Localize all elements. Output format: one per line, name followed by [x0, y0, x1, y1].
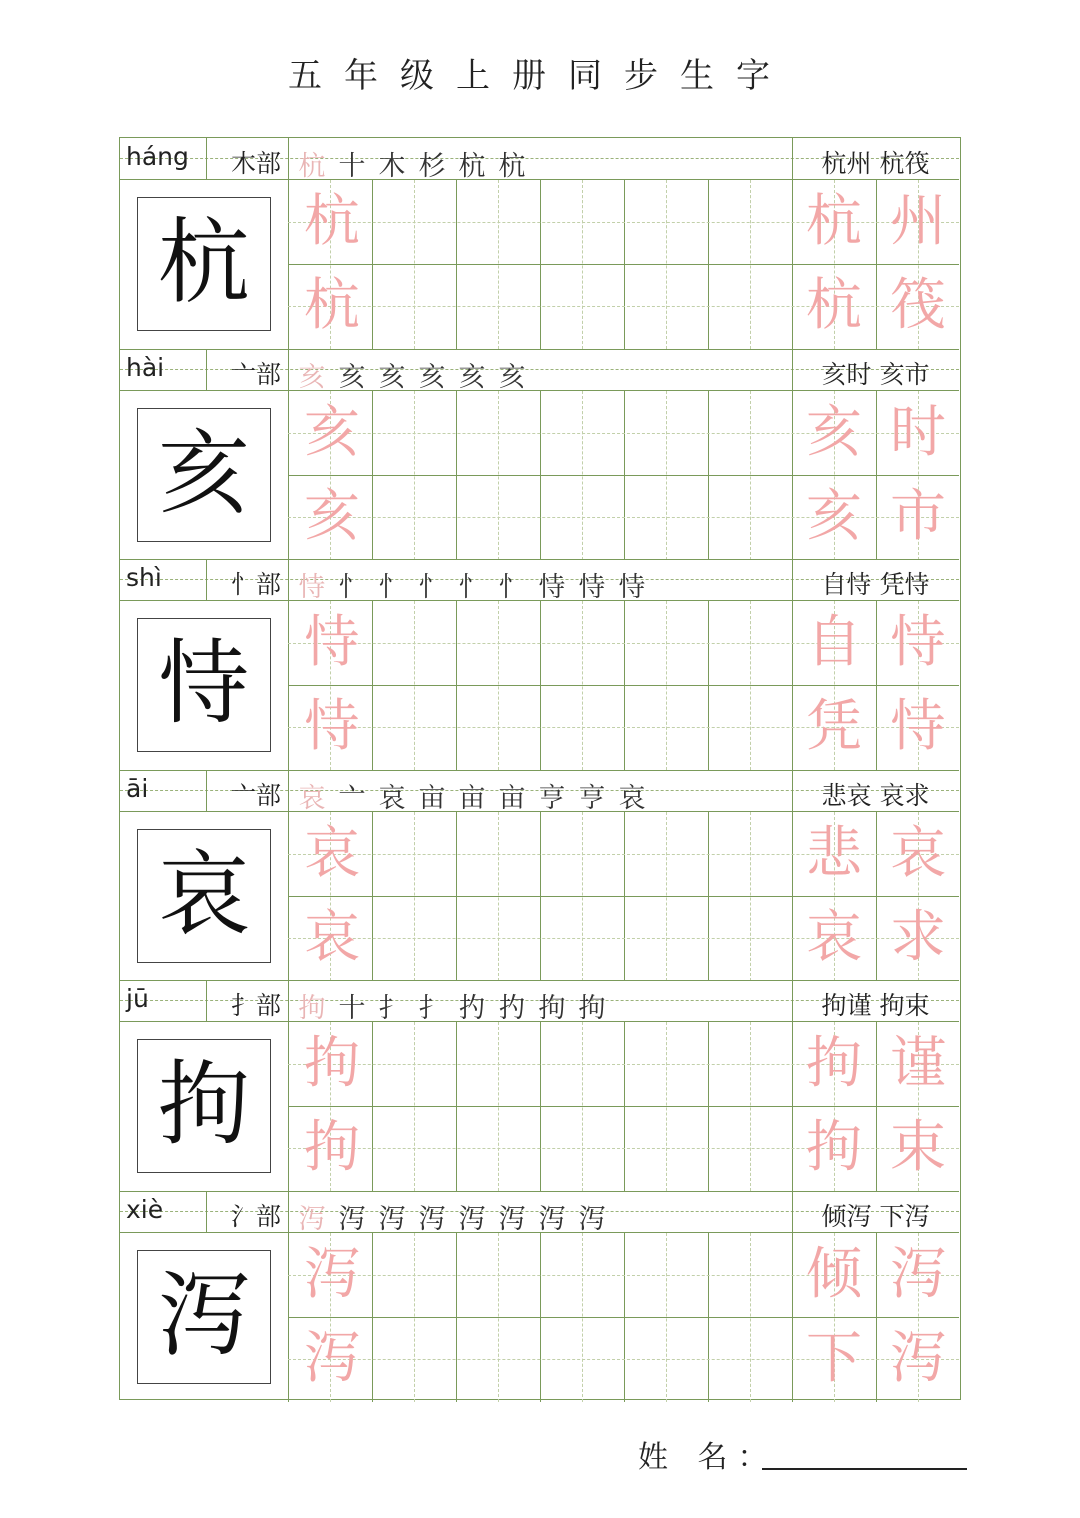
writing-cell[interactable]: [708, 1233, 792, 1317]
stroke-step: 泻: [538, 1203, 566, 1235]
unit-separator: [120, 559, 959, 560]
vocabulary-words: 杭州 杭筏: [821, 149, 930, 178]
stroke-step: 恃: [538, 572, 566, 603]
radical-label: 扌部: [230, 991, 281, 1020]
unit-header-row: [120, 559, 959, 601]
writing-cell[interactable]: [624, 1233, 708, 1317]
pinyin-label: jū: [126, 984, 149, 1013]
stroke-step: 拘: [578, 993, 606, 1024]
writing-cell[interactable]: [372, 475, 456, 559]
writing-cell[interactable]: [624, 1022, 708, 1106]
writing-cell[interactable]: [708, 475, 792, 559]
stroke-step: 泻: [298, 1203, 326, 1235]
name-label: 姓 名：: [638, 1440, 778, 1475]
word-trace-character: 拘: [806, 1031, 862, 1096]
writing-cell[interactable]: [624, 896, 708, 980]
word-trace-character: 亥: [806, 483, 862, 549]
writing-cell[interactable]: [624, 1106, 708, 1190]
writing-cell[interactable]: [708, 685, 792, 769]
stroke-order: [292, 776, 792, 815]
writing-cell[interactable]: [540, 391, 624, 475]
unit-header-row: [120, 349, 959, 391]
writing-cell[interactable]: [456, 1317, 540, 1401]
character-unit: [120, 980, 959, 1191]
name-input-line[interactable]: [762, 1468, 967, 1470]
word-trace-character: 杭: [806, 273, 862, 338]
writing-cell[interactable]: [708, 391, 792, 475]
writing-cell[interactable]: [540, 812, 624, 896]
stroke-step: 亥: [378, 361, 406, 393]
writing-cell[interactable]: [540, 685, 624, 769]
stroke-step: 拘: [298, 993, 326, 1024]
writing-cell[interactable]: [708, 601, 792, 685]
trace-character: 哀: [304, 820, 360, 886]
writing-cell[interactable]: [708, 812, 792, 896]
word-trace-character: 州: [890, 189, 946, 254]
writing-cell[interactable]: [708, 264, 792, 348]
pinyin-label: hài: [126, 352, 165, 382]
radical-label: 亠部: [230, 359, 281, 389]
stroke-step: 亨: [578, 782, 606, 814]
header-divider: [206, 980, 207, 1021]
unit-body: [120, 391, 959, 560]
stroke-step: 杉: [418, 151, 446, 182]
unit-body: [120, 601, 959, 770]
writing-cell[interactable]: [372, 812, 456, 896]
header-divider: [206, 138, 207, 179]
stroke-step: 亥: [498, 361, 526, 393]
trace-character: 拘: [304, 1031, 360, 1096]
writing-cell[interactable]: [624, 391, 708, 475]
model-character: 拘: [137, 1039, 271, 1173]
stroke-order: [292, 986, 792, 1025]
model-character: 杭: [137, 197, 271, 331]
writing-cell[interactable]: [624, 475, 708, 559]
trace-character: 恃: [304, 610, 360, 675]
stroke-step: 十: [338, 151, 366, 182]
model-character: 恃: [137, 618, 271, 752]
writing-cell[interactable]: [624, 1317, 708, 1401]
trace-character: 亥: [304, 483, 360, 549]
stroke-step: 杭: [298, 151, 326, 182]
writing-cell[interactable]: [540, 180, 624, 264]
stroke-step: 泻: [378, 1203, 406, 1235]
character-unit: [120, 770, 959, 981]
stroke-step: 扌: [418, 993, 446, 1024]
stroke-step: 拘: [538, 993, 566, 1024]
header-divider: [206, 770, 207, 811]
word-trace-character: 泻: [890, 1241, 946, 1307]
stroke-step: 木: [378, 151, 406, 182]
stroke-step: 亠: [338, 782, 366, 814]
stroke-step: 亩: [498, 782, 526, 814]
writing-cell[interactable]: [708, 1317, 792, 1401]
writing-cell[interactable]: [540, 1317, 624, 1401]
stroke-step: 亩: [458, 782, 486, 814]
writing-cell[interactable]: [708, 1106, 792, 1190]
writing-cell[interactable]: [372, 1317, 456, 1401]
stroke-order: [292, 144, 792, 183]
vocabulary-words: 悲哀 哀求: [821, 780, 930, 810]
writing-cell[interactable]: [540, 1022, 624, 1106]
stroke-step: 忄: [338, 572, 366, 603]
stroke-step: 泻: [418, 1203, 446, 1235]
stroke-step: 亥: [418, 361, 446, 393]
word-trace-character: 亥: [806, 399, 862, 465]
writing-cell[interactable]: [372, 1106, 456, 1190]
model-character: 亥: [137, 408, 271, 542]
vocabulary-words: 拘谨 拘束: [821, 991, 930, 1020]
pinyin-label: xiè: [126, 1194, 164, 1224]
writing-cell[interactable]: [624, 180, 708, 264]
writing-cell[interactable]: [540, 264, 624, 348]
model-character: 泻: [137, 1250, 271, 1384]
stroke-step: 亥: [458, 361, 486, 393]
writing-cell[interactable]: [624, 601, 708, 685]
trace-character: 泻: [304, 1325, 360, 1391]
unit-body: [120, 812, 959, 981]
writing-cell[interactable]: [540, 896, 624, 980]
trace-character: 杭: [304, 273, 360, 338]
word-trace-character: 泻: [890, 1325, 946, 1391]
stroke-step: 杭: [458, 151, 486, 182]
stroke-step: 扚: [498, 993, 526, 1024]
model-character: 哀: [137, 829, 271, 963]
header-divider: [206, 559, 207, 600]
stroke-step: 亥: [338, 361, 366, 393]
writing-cell[interactable]: [456, 896, 540, 980]
word-trace-character: 悲: [806, 820, 862, 886]
word-trace-character: 筏: [890, 273, 946, 338]
word-trace-character: 哀: [890, 820, 946, 886]
stroke-step: 杭: [498, 151, 526, 182]
writing-cell[interactable]: [372, 896, 456, 980]
stroke-step: 恃: [618, 572, 646, 603]
word-trace-character: 谨: [890, 1031, 946, 1096]
character-unit: [120, 1191, 959, 1402]
word-trace-character: 求: [890, 904, 946, 970]
pinyin-label: shì: [126, 563, 162, 592]
character-unit: [120, 559, 959, 770]
writing-cell[interactable]: [456, 601, 540, 685]
vocabulary-words: 亥时 亥市: [821, 359, 930, 389]
stroke-step: 亥: [298, 361, 326, 393]
stroke-step: 扚: [458, 993, 486, 1024]
writing-cell[interactable]: [540, 475, 624, 559]
stroke-step: 泻: [498, 1203, 526, 1235]
header-divider: [206, 349, 207, 390]
unit-body: [120, 1022, 959, 1191]
word-trace-character: 哀: [806, 904, 862, 970]
writing-cell[interactable]: [372, 391, 456, 475]
unit-header-row: [120, 138, 959, 180]
stroke-step: 忄: [458, 572, 486, 603]
trace-character: 拘: [304, 1115, 360, 1180]
stroke-step: 泻: [458, 1203, 486, 1235]
unit-body: [120, 180, 959, 349]
stroke-step: 忄: [498, 572, 526, 603]
stroke-step: 泻: [338, 1203, 366, 1235]
writing-cell[interactable]: [456, 1106, 540, 1190]
pinyin-label: āi: [126, 773, 149, 803]
word-trace-character: 拘: [806, 1115, 862, 1180]
word-trace-character: 市: [890, 483, 946, 549]
writing-cell[interactable]: [372, 601, 456, 685]
character-unit: [120, 349, 959, 560]
writing-cell[interactable]: [456, 180, 540, 264]
word-trace-character: 时: [890, 399, 946, 465]
writing-cell[interactable]: [708, 1022, 792, 1106]
writing-cell[interactable]: [372, 1233, 456, 1317]
writing-cell[interactable]: [540, 1106, 624, 1190]
stroke-step: 亨: [538, 782, 566, 814]
vocabulary-words: 倾泻 下泻: [821, 1201, 930, 1231]
stroke-step: 恃: [298, 572, 326, 603]
writing-cell[interactable]: [540, 601, 624, 685]
unit-header-row: [120, 1191, 959, 1233]
word-trace-character: 束: [890, 1115, 946, 1180]
writing-cell[interactable]: [372, 180, 456, 264]
writing-cell[interactable]: [624, 685, 708, 769]
unit-body: [120, 1233, 959, 1402]
stroke-order: [292, 1197, 792, 1236]
header-divider: [206, 1191, 207, 1232]
page-title: 五年级上册同步生字: [288, 56, 792, 96]
unit-header-row: [120, 980, 959, 1022]
word-trace-character: 倾: [806, 1241, 862, 1307]
writing-cell[interactable]: [708, 896, 792, 980]
writing-cell[interactable]: [372, 685, 456, 769]
stroke-step: 哀: [298, 782, 326, 814]
word-trace-character: 自: [806, 610, 862, 675]
trace-character: 杭: [304, 189, 360, 254]
vocabulary-words: 自恃 凭恃: [821, 570, 930, 599]
stroke-order: [292, 565, 792, 604]
unit-separator: [120, 980, 959, 981]
stroke-step: 哀: [378, 782, 406, 814]
trace-character: 亥: [304, 399, 360, 465]
radical-label: 木部: [230, 149, 281, 178]
writing-cell[interactable]: [372, 264, 456, 348]
writing-cell[interactable]: [624, 264, 708, 348]
unit-separator: [120, 349, 959, 350]
character-unit: [120, 138, 959, 349]
writing-cell[interactable]: [456, 1022, 540, 1106]
practice-sheet: [119, 137, 961, 1400]
stroke-step: 忄: [418, 572, 446, 603]
writing-cell[interactable]: [624, 812, 708, 896]
writing-cell[interactable]: [708, 180, 792, 264]
stroke-step: 扌: [378, 993, 406, 1024]
stroke-step: 忄: [378, 572, 406, 603]
word-trace-character: 恃: [890, 610, 946, 675]
unit-separator: [120, 1191, 959, 1192]
stroke-step: 十: [338, 993, 366, 1024]
stroke-step: 哀: [618, 782, 646, 814]
trace-character: 泻: [304, 1241, 360, 1307]
word-trace-character: 杭: [806, 189, 862, 254]
unit-separator: [120, 770, 959, 771]
radical-label: 亠部: [230, 780, 281, 810]
radical-label: 氵部: [230, 1201, 281, 1231]
stroke-step: 泻: [578, 1203, 606, 1235]
writing-cell[interactable]: [456, 812, 540, 896]
stroke-step: 恃: [578, 572, 606, 603]
writing-cell[interactable]: [456, 264, 540, 348]
trace-character: 哀: [304, 904, 360, 970]
word-trace-character: 下: [806, 1325, 862, 1391]
trace-character: 恃: [304, 694, 360, 759]
writing-cell[interactable]: [456, 685, 540, 769]
word-trace-character: 凭: [806, 694, 862, 759]
stroke-step: 亩: [418, 782, 446, 814]
writing-cell[interactable]: [372, 1022, 456, 1106]
pinyin-label: háng: [126, 142, 189, 171]
writing-cell[interactable]: [456, 391, 540, 475]
writing-cell[interactable]: [540, 1233, 624, 1317]
writing-cell[interactable]: [456, 1233, 540, 1317]
radical-label: 忄部: [230, 570, 281, 599]
unit-header-row: [120, 770, 959, 812]
writing-cell[interactable]: [456, 475, 540, 559]
word-trace-character: 恃: [890, 694, 946, 759]
stroke-order: [292, 355, 792, 394]
